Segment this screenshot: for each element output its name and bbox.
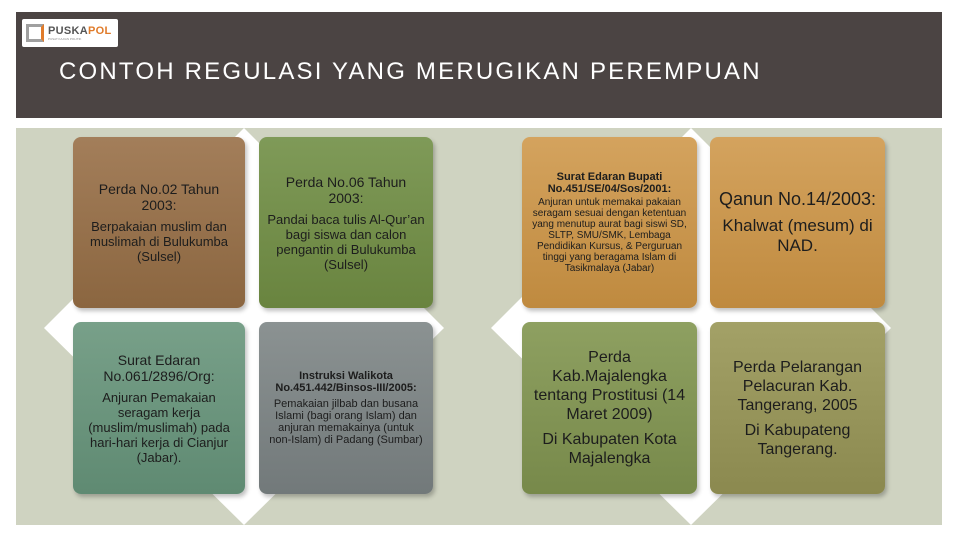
- regulation-card-perda-majalengka: [522, 322, 697, 494]
- logo-icon: [26, 24, 44, 42]
- card-heading: Perda No.06 Tahun 2003:: [285, 173, 407, 206]
- regulation-card-se-bupati-451: [522, 137, 697, 308]
- card-body: Di Kabupaten Kota Majalengka: [542, 431, 677, 467]
- card-heading: Instruksi Walikota No.451.442/Binsos-III/2005:: [275, 370, 417, 394]
- card-body: Khalwat (mesum) di NAD.: [722, 216, 873, 255]
- regulation-card-qanun-14-2003: [710, 137, 885, 308]
- regulation-card-instruksi-walikota: [259, 322, 433, 494]
- card-heading: Surat Edaran No.061/2896/Org:: [103, 351, 215, 384]
- puskapol-logo: [22, 19, 118, 47]
- card-heading: Perda Kab.Majalengka tentang Prostitusi (14 Maret 2009): [533, 349, 686, 423]
- card-body: Di Kabupateng Tangerang.: [744, 421, 851, 458]
- regulation-card-perda-06-2003: [259, 137, 433, 308]
- logo-name: PUSKAPOL: [48, 25, 112, 37]
- regulation-card-perda-tangerang: [710, 322, 885, 494]
- logo-tagline: PUSAT KAJIAN POLITIK: [48, 37, 82, 41]
- card-body: Pandai baca tulis Al-Qur’an bagi siswa dan calon pengantin di Bulukumba (Sulsel): [267, 211, 425, 272]
- card-body: Pemakaian jilbab dan busana Islami (bagi orang Islam) dan anjuran memakainya (untuk non-Islam) di Padang (Sumbar): [269, 398, 423, 446]
- card-heading: Perda Pelarangan Pelacuran Kab. Tangerang, 2005: [733, 358, 862, 414]
- card-heading: Surat Edaran Bupati No.451/SE/04/Sos/2001:: [547, 171, 672, 195]
- card-body: Anjuran Pemakaian seragam kerja (muslim/muslimah) pada hari-hari kerja di Cianjur (Jabar).: [88, 389, 230, 465]
- regulation-card-perda-02-2003: [73, 137, 245, 308]
- card-heading: Qanun No.14/2003:: [718, 189, 877, 209]
- card-body: Berpakaian muslim dan muslimah di Bulukumba (Sulsel): [89, 219, 228, 264]
- logo-text: [48, 25, 112, 41]
- card-body: Anjuran untuk memakai pakaian seragam sesuai dengan ketentuan yang menutup aurat bagi siswi SD, SLTP, SMU/SMK, Lembaga Pendidikan Kursus, & Perguruan tinggi yang beragama Islam di Tasikmalaya (Jabar): [532, 197, 687, 274]
- card-heading: Perda No.02 Tahun 2003:: [98, 181, 220, 213]
- regulation-card-se-061-2896: [73, 322, 245, 494]
- page-title: CONTOH REGULASI YANG MERUGIKAN PEREMPUAN: [59, 58, 762, 85]
